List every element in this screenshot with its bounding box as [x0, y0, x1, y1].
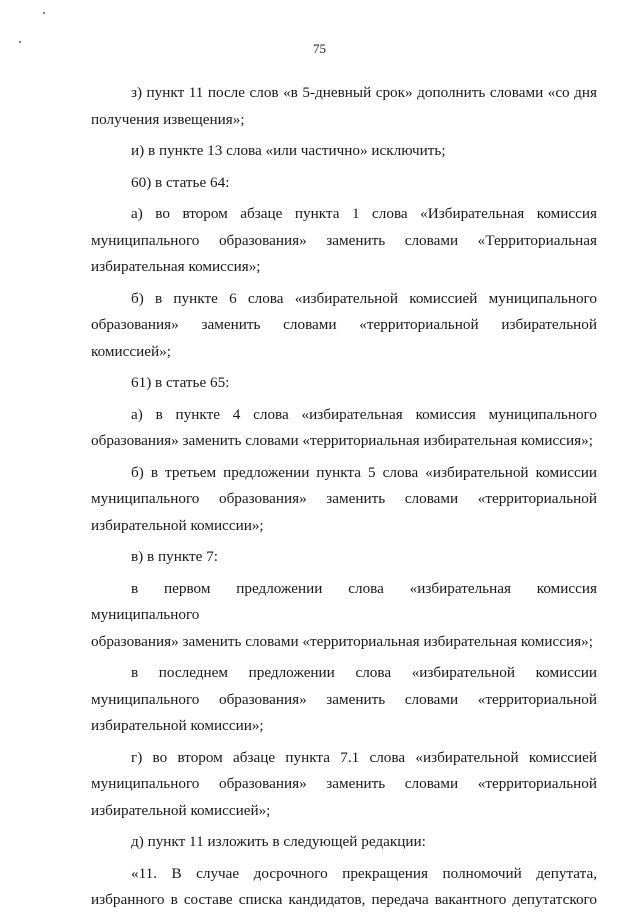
paragraph-line: 60) в статье 64: — [131, 173, 230, 191]
paragraph-line: в последнем предложении слова «избирательной комиссии — [131, 664, 597, 681]
paragraph-line: в первом предложении слова «избирательная комиссия муниципального — [91, 579, 597, 623]
paragraph — [91, 80, 597, 133]
paragraph-line: получения извещения»; — [91, 110, 245, 128]
paragraph — [91, 286, 597, 366]
paragraph-line: и) в пункте 13 слова «или частично» исключить; — [131, 142, 446, 159]
paragraph — [91, 745, 597, 825]
paragraph-line: б) в пункте 6 слова «избирательной комиссией муниципального — [131, 289, 597, 307]
paragraph-line: «11. В случае досрочного прекращения полномочий депутата, — [131, 864, 597, 882]
paragraph-line: избирательной комиссии»; — [91, 516, 264, 534]
paragraph-line: муниципального образования» заменить словами «Территориальная — [91, 231, 597, 249]
scan-speck — [43, 12, 45, 14]
paragraph-line: избирательная комиссия»; — [91, 258, 261, 275]
paragraph — [91, 201, 597, 281]
paragraph-line: избирательной комиссией»; — [91, 801, 271, 819]
paragraph-line: муниципального образования» заменить словами «территориальной — [91, 490, 597, 507]
paragraph-line: муниципального образования» заменить словами «территориальной — [91, 775, 597, 792]
paragraph — [91, 829, 597, 856]
document-body — [91, 80, 597, 914]
paragraph — [91, 138, 597, 165]
paragraph-line: избранного в составе списка кандидатов, передача вакантного депутатского — [91, 891, 597, 908]
paragraph-line: образования» заменить словами «территориальная избирательная комиссия»; — [91, 632, 593, 650]
paragraph-line: б) в третьем предложении пункта 5 слова «избирательной комиссии — [131, 463, 597, 481]
page-number: 75 — [313, 41, 326, 56]
paragraph — [91, 370, 597, 397]
paragraph-line: образования» заменить словами «территориальной избирательной — [91, 316, 597, 333]
paragraph-line: комиссией»; — [91, 342, 171, 360]
paragraph-line: в) в пункте 7: — [131, 548, 219, 565]
paragraph — [91, 660, 597, 740]
paragraph — [91, 402, 597, 455]
paragraph — [91, 170, 597, 197]
paragraph-line: з) пункт 11 после слов «в 5-дневный срок» дополнить словами «со дня — [131, 84, 597, 101]
paragraph-line: д) пункт 11 изложить в следующей редакции: — [131, 833, 426, 850]
paragraph-line: а) в пункте 4 слова «избирательная комиссия муниципального — [131, 405, 597, 423]
paragraph — [91, 861, 597, 914]
paragraph-line: муниципального образования» заменить словами «территориальной — [91, 690, 597, 708]
paragraph-line: г) во втором абзаце пункта 7.1 слова «избирательной комиссией — [131, 748, 597, 766]
paragraph-line: 61) в статье 65: — [131, 374, 230, 391]
paragraph-line: избирательной комиссии»; — [91, 717, 264, 734]
paragraph — [91, 544, 597, 571]
paragraph-line: а) во втором абзаце пункта 1 слова «Избирательная комиссия — [131, 205, 597, 222]
paragraph — [91, 460, 597, 540]
paragraph-line: образования» заменить словами «территориальная избирательная комиссия»; — [91, 432, 593, 449]
paragraph — [91, 576, 597, 656]
